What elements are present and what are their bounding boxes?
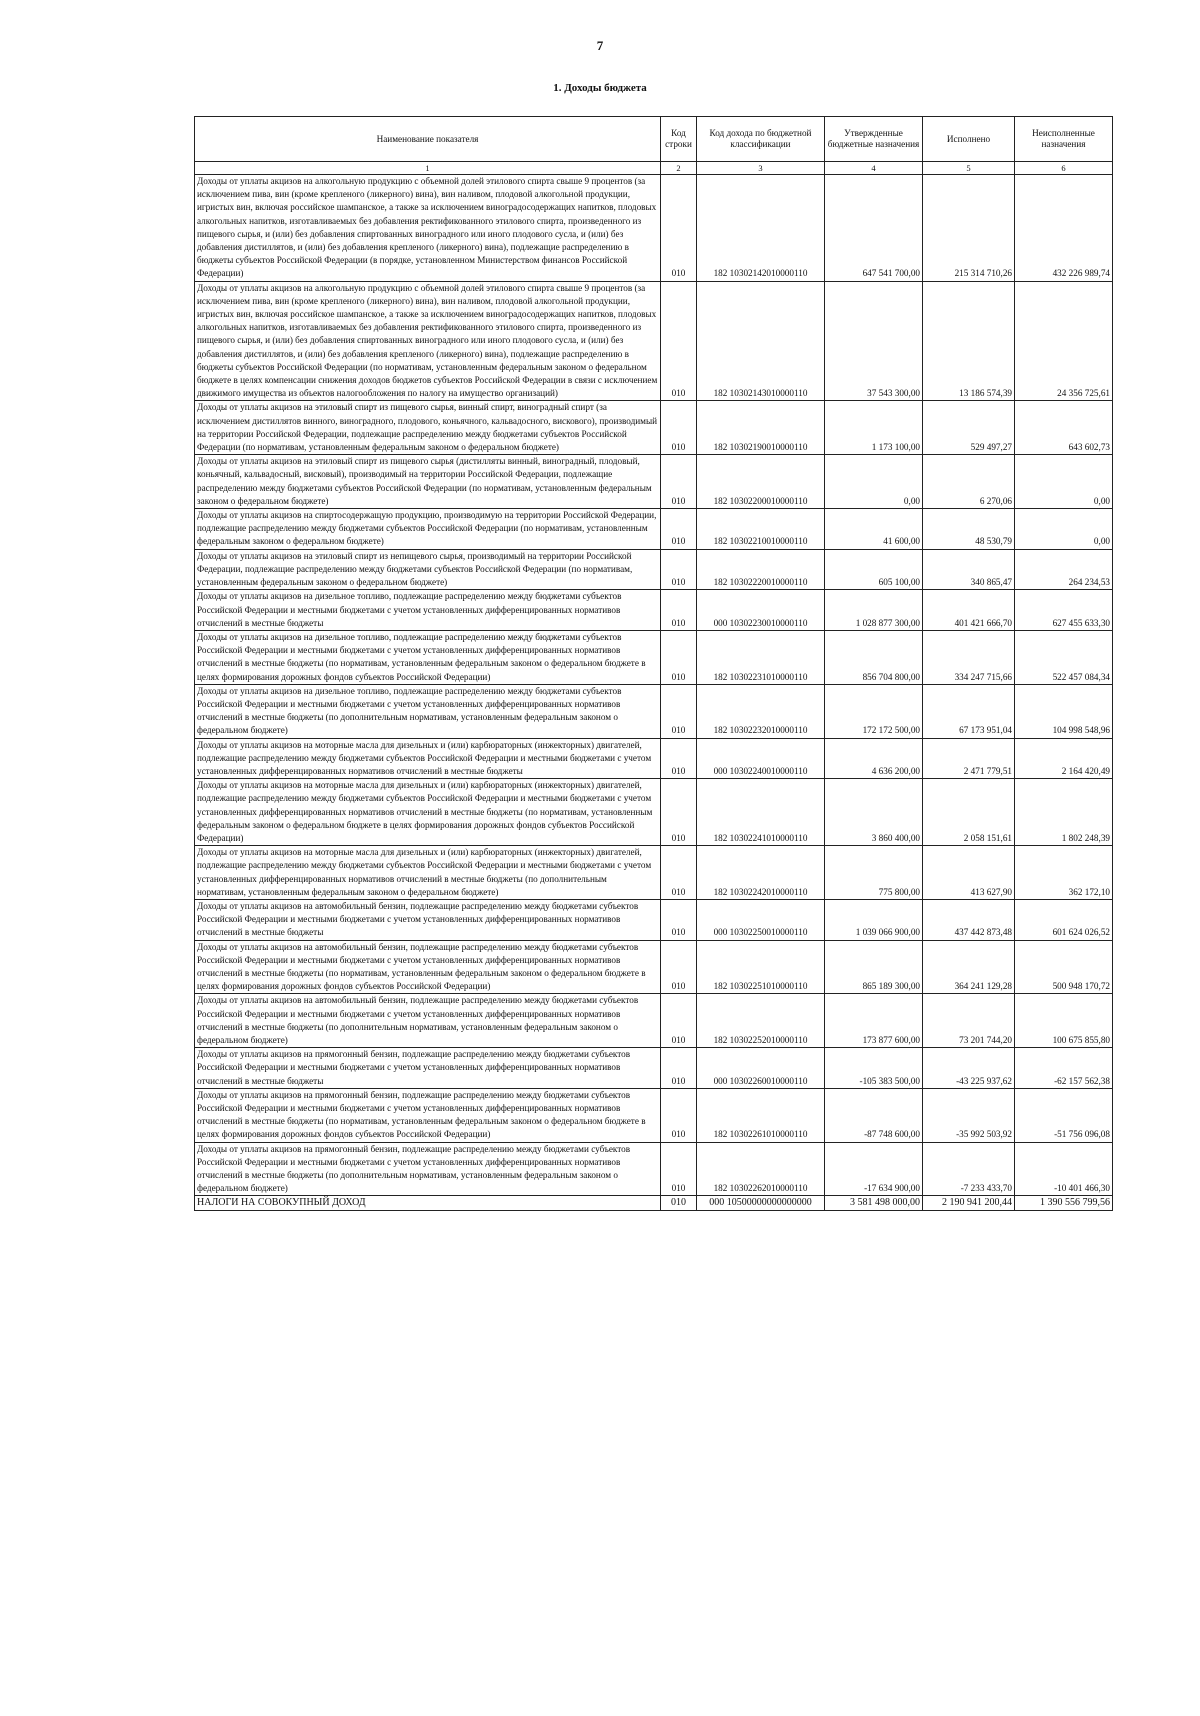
row-income-code: 000 10302230010000110 bbox=[697, 590, 825, 631]
header-approved: Утвержденные бюджетные назначения bbox=[825, 117, 923, 162]
row-name: Доходы от уплаты акцизов на прямогонный бензин, подлежащие распределению между бюджетами субъектов Российской Федерации и местными бюджетами с учетом установленных дифференцированных нормативов отчислений в местные бюджеты (по нормативам, установленным федеральным законом о федеральном бюджете в целях формирования дорожных фондов субъектов Российской Федерации) bbox=[195, 1088, 661, 1142]
row-name: Доходы от уплаты акцизов на автомобильный бензин, подлежащие распределению между бюджетами субъектов Российской Федерации и местными бюджетами с учетом установленных дифференцированных нормативов отчислений в местные бюджеты bbox=[195, 899, 661, 940]
row-approved: -87 748 600,00 bbox=[825, 1088, 923, 1142]
row-code: 010 bbox=[661, 846, 697, 900]
row-executed: 2 471 779,51 bbox=[923, 738, 1015, 779]
row-approved: 0,00 bbox=[825, 455, 923, 509]
row-income-code: 000 10302260010000110 bbox=[697, 1048, 825, 1089]
row-unexecuted: 601 624 026,52 bbox=[1015, 899, 1113, 940]
row-income-code: 182 10302241010000110 bbox=[697, 779, 825, 846]
row-unexecuted: -10 401 466,30 bbox=[1015, 1142, 1113, 1196]
table-header-row bbox=[195, 117, 1113, 162]
row-code: 010 bbox=[661, 940, 697, 994]
table-row bbox=[195, 1048, 1113, 1089]
row-income-code: 182 10302251010000110 bbox=[697, 940, 825, 994]
row-name: Доходы от уплаты акцизов на дизельное топливо, подлежащие распределению между бюджетами субъектов Российской Федерации и местными бюджетами с учетом установленных дифференцированных нормативов отчислений в местные бюджеты (по нормативам, установленным федеральным законом о федеральном бюджете в целях формирования дорожных фондов субъектов Российской Федерации) bbox=[195, 630, 661, 684]
row-executed: 401 421 666,70 bbox=[923, 590, 1015, 631]
row-approved: 1 173 100,00 bbox=[825, 401, 923, 455]
row-name: Доходы от уплаты акцизов на алкогольную продукцию с объемной долей этилового спирта свыше 9 процентов (за исключением пива, вин (кроме крепленого (ликерного) вина), вин наливом, плодовой алкогольной продукции, игристых вин, включая российское шампанское, а также за исключением виноградосодержащих напитков, плодовых алкогольных напитков, изготавливаемых без добавления ректификованного этилового спирта, произведенного из пищевого сырья, и (или) без добавления спиртованных виноградного или иного плодового сусла, и (или) без добавления дистиллятов, и (или) без добавления крепленого (ликерного) вина), подлежащие распределению в бюджеты субъектов Российской Федерации (по нормативам, установленным федеральным законом о федеральном бюджете в целях компенсации снижения доходов бюджетов субъектов Российской Федерации в связи с исключением движимого имущества из объектов налогообложения по налогу на имущество организаций) bbox=[195, 281, 661, 401]
row-approved: 865 189 300,00 bbox=[825, 940, 923, 994]
row-unexecuted: 432 226 989,74 bbox=[1015, 175, 1113, 282]
row-code: 010 bbox=[661, 549, 697, 590]
row-name: Доходы от уплаты акцизов на этиловый спирт из пищевого сырья (дистилляты винный, виноградный, плодовый, коньячный, кальвадосный, висковый), производимый на территории Российской Федерации, подлежащие распределению между бюджетами субъектов Российской Федерации (по нормативам, установленным федеральным законом о федеральном бюджете) bbox=[195, 455, 661, 509]
table-row bbox=[195, 1142, 1113, 1196]
row-code: 010 bbox=[661, 630, 697, 684]
header-income-code: Код дохода по бюджетной классификации bbox=[697, 117, 825, 162]
row-approved: -105 383 500,00 bbox=[825, 1048, 923, 1089]
row-income-code: 000 10302250010000110 bbox=[697, 899, 825, 940]
header-name: Наименование показателя bbox=[195, 117, 661, 162]
column-number: 6 bbox=[1015, 162, 1113, 175]
row-income-code: 182 10302231010000110 bbox=[697, 630, 825, 684]
row-approved: 1 028 877 300,00 bbox=[825, 590, 923, 631]
row-name: Доходы от уплаты акцизов на автомобильный бензин, подлежащие распределению между бюджетами субъектов Российской Федерации и местными бюджетами с учетом установленных дифференцированных нормативов отчислений в местные бюджеты (по нормативам, установленным федеральным законом о федеральном бюджете в целях формирования дорожных фондов субъектов Российской Федерации) bbox=[195, 940, 661, 994]
table-row bbox=[195, 401, 1113, 455]
row-unexecuted: -62 157 562,38 bbox=[1015, 1048, 1113, 1089]
row-approved: 172 172 500,00 bbox=[825, 684, 923, 738]
table-row bbox=[195, 630, 1113, 684]
row-name: Доходы от уплаты акцизов на этиловый спирт из непищевого сырья, производимый на территории Российской Федерации, подлежащие распределению между бюджетами субъектов Российской Федерации (по нормативам, установленным федеральным законом о федеральном бюджете) bbox=[195, 549, 661, 590]
row-code: 010 bbox=[661, 401, 697, 455]
row-name: Доходы от уплаты акцизов на этиловый спирт из пищевого сырья, винный спирт, виноградный спирт (за исключением дистиллятов винного, виноградного, плодового, коньячного, кальвадосного, вискового), производимый на территории Российской Федерации, подлежащие распределению между бюджетами субъектов Российской Федерации (по нормативам, установленным федеральным законом о федеральном бюджете) bbox=[195, 401, 661, 455]
section-title: 1. Доходы бюджета bbox=[553, 82, 647, 94]
row-unexecuted: -51 756 096,08 bbox=[1015, 1088, 1113, 1142]
row-name: Доходы от уплаты акцизов на дизельное топливо, подлежащие распределению между бюджетами субъектов Российской Федерации и местными бюджетами с учетом установленных дифференцированных нормативов отчислений в местные бюджеты bbox=[195, 590, 661, 631]
row-income-code: 182 10302143010000110 bbox=[697, 281, 825, 401]
row-code: 010 bbox=[661, 738, 697, 779]
column-number: 5 bbox=[923, 162, 1015, 175]
row-code: 010 bbox=[661, 779, 697, 846]
row-name: Доходы от уплаты акцизов на автомобильный бензин, подлежащие распределению между бюджетами субъектов Российской Федерации и местными бюджетами с учетом установленных дифференцированных нормативов отчислений в местные бюджеты (по дополнительным нормативам, установленным федеральным законом о федеральном бюджете) bbox=[195, 994, 661, 1048]
row-unexecuted: 0,00 bbox=[1015, 455, 1113, 509]
row-unexecuted: 264 234,53 bbox=[1015, 549, 1113, 590]
row-code: 010 bbox=[661, 684, 697, 738]
row-code: 010 bbox=[661, 1048, 697, 1089]
row-executed: 6 270,06 bbox=[923, 455, 1015, 509]
row-income-code: 182 10302200010000110 bbox=[697, 455, 825, 509]
table-row bbox=[195, 549, 1113, 590]
row-income-code: 000 10302240010000110 bbox=[697, 738, 825, 779]
row-income-code: 182 10302220010000110 bbox=[697, 549, 825, 590]
table-row bbox=[195, 175, 1113, 282]
row-unexecuted: 2 164 420,49 bbox=[1015, 738, 1113, 779]
row-code: 010 bbox=[661, 281, 697, 401]
row-approved: 605 100,00 bbox=[825, 549, 923, 590]
row-name: Доходы от уплаты акцизов на моторные масла для дизельных и (или) карбюраторных (инжекторных) двигателей, подлежащие распределению между бюджетами субъектов Российской Федерации и местными бюджетами с учетом установленных дифференцированных нормативов отчислений в местные бюджеты (по дополнительным нормативам, установленным федеральным законом о федеральном бюджете) bbox=[195, 846, 661, 900]
row-income-code: 182 10302190010000110 bbox=[697, 401, 825, 455]
table-row bbox=[195, 1088, 1113, 1142]
row-code: 010 bbox=[661, 509, 697, 550]
row-code: 010 bbox=[661, 1142, 697, 1196]
row-code: 010 bbox=[661, 899, 697, 940]
table-row bbox=[195, 455, 1113, 509]
row-executed: 13 186 574,39 bbox=[923, 281, 1015, 401]
table-row bbox=[195, 994, 1113, 1048]
row-unexecuted: 500 948 170,72 bbox=[1015, 940, 1113, 994]
column-number: 4 bbox=[825, 162, 923, 175]
row-approved: 4 636 200,00 bbox=[825, 738, 923, 779]
row-executed: 48 530,79 bbox=[923, 509, 1015, 550]
row-executed: 413 627,90 bbox=[923, 846, 1015, 900]
column-number: 2 bbox=[661, 162, 697, 175]
row-approved: 3 860 400,00 bbox=[825, 779, 923, 846]
row-approved: -17 634 900,00 bbox=[825, 1142, 923, 1196]
row-name: Доходы от уплаты акцизов на спиртосодержащую продукцию, производимую на территории Российской Федерации, подлежащие распределению между бюджетами субъектов Российской Федерации (по нормативам, установленным федеральным законом о федеральном бюджете) bbox=[195, 509, 661, 550]
row-unexecuted: 1 802 248,39 bbox=[1015, 779, 1113, 846]
total-row-approved: 3 581 498 000,00 bbox=[825, 1196, 923, 1210]
row-executed: 215 314 710,26 bbox=[923, 175, 1015, 282]
row-executed: 73 201 744,20 bbox=[923, 994, 1015, 1048]
column-number: 3 bbox=[697, 162, 825, 175]
row-executed: 2 058 151,61 bbox=[923, 779, 1015, 846]
table-row bbox=[195, 846, 1113, 900]
row-approved: 775 800,00 bbox=[825, 846, 923, 900]
row-name: Доходы от уплаты акцизов на моторные масла для дизельных и (или) карбюраторных (инжекторных) двигателей, подлежащие распределению между бюджетами субъектов Российской Федерации и местными бюджетами с учетом установленных дифференцированных нормативов отчислений в местные бюджеты (по нормативам, установленным федеральным законом о федеральном бюджете в целях формирования дорожных фондов субъектов Российской Федерации) bbox=[195, 779, 661, 846]
row-executed: 364 241 129,28 bbox=[923, 940, 1015, 994]
row-income-code: 182 10302232010000110 bbox=[697, 684, 825, 738]
row-executed: 529 497,27 bbox=[923, 401, 1015, 455]
page-number: 7 bbox=[596, 38, 604, 53]
row-executed: -43 225 937,62 bbox=[923, 1048, 1015, 1089]
row-approved: 1 039 066 900,00 bbox=[825, 899, 923, 940]
row-income-code: 182 10302252010000110 bbox=[697, 994, 825, 1048]
header-unexecuted: Неисполненные назначения bbox=[1015, 117, 1113, 162]
row-code: 010 bbox=[661, 455, 697, 509]
row-unexecuted: 522 457 084,34 bbox=[1015, 630, 1113, 684]
row-code: 010 bbox=[661, 590, 697, 631]
table-row bbox=[195, 590, 1113, 631]
total-row-unexecuted: 1 390 556 799,56 bbox=[1015, 1196, 1113, 1210]
row-executed: 67 173 951,04 bbox=[923, 684, 1015, 738]
table-row bbox=[195, 509, 1113, 550]
row-executed: 437 442 873,48 bbox=[923, 899, 1015, 940]
total-row bbox=[195, 1196, 1113, 1210]
table-row bbox=[195, 281, 1113, 401]
row-name: Доходы от уплаты акцизов на алкогольную продукцию с объемной долей этилового спирта свыше 9 процентов (за исключением пива, вин (кроме крепленого (ликерного) вина), вин наливом, плодовой алкогольной продукции, игристых вин, включая российское шампанское, а также за исключением виноградосодержащих напитков, плодовых алкогольных напитков, изготавливаемых без добавления ректификованного этилового спирта, произведенного из пищевого сырья, и (или) без добавления спиртованных виноградного или иного плодового сусла, и (или) без добавления дистиллятов, и (или) без добавления крепленого (ликерного) вина), подлежащие распределению в бюджеты субъектов Российской Федерации (в порядке, установленном Министерством финансов Российской Федерации) bbox=[195, 175, 661, 282]
row-approved: 37 543 300,00 bbox=[825, 281, 923, 401]
header-executed: Исполнено bbox=[923, 117, 1015, 162]
row-executed: -7 233 433,70 bbox=[923, 1142, 1015, 1196]
row-name: Доходы от уплаты акцизов на прямогонный бензин, подлежащие распределению между бюджетами субъектов Российской Федерации и местными бюджетами с учетом установленных дифференцированных нормативов отчислений в местные бюджеты bbox=[195, 1048, 661, 1089]
row-unexecuted: 362 172,10 bbox=[1015, 846, 1113, 900]
row-unexecuted: 24 356 725,61 bbox=[1015, 281, 1113, 401]
row-income-code: 182 10302262010000110 bbox=[697, 1142, 825, 1196]
row-approved: 647 541 700,00 bbox=[825, 175, 923, 282]
row-income-code: 182 10302261010000110 bbox=[697, 1088, 825, 1142]
row-name: Доходы от уплаты акцизов на моторные масла для дизельных и (или) карбюраторных (инжекторных) двигателей, подлежащие распределению между бюджетами субъектов Российской Федерации и местными бюджетами с учетом установленных дифференцированных нормативов отчислений в местные бюджеты bbox=[195, 738, 661, 779]
total-row-executed: 2 190 941 200,44 bbox=[923, 1196, 1015, 1210]
row-code: 010 bbox=[661, 1088, 697, 1142]
row-income-code: 182 10302210010000110 bbox=[697, 509, 825, 550]
total-row-code: 010 bbox=[661, 1196, 697, 1210]
row-unexecuted: 0,00 bbox=[1015, 509, 1113, 550]
total-row-income-code: 000 10500000000000000 bbox=[697, 1196, 825, 1210]
row-approved: 173 877 600,00 bbox=[825, 994, 923, 1048]
row-name: Доходы от уплаты акцизов на прямогонный бензин, подлежащие распределению между бюджетами субъектов Российской Федерации и местными бюджетами с учетом установленных дифференцированных нормативов отчислений в местные бюджеты (по дополнительным нормативам, установленным федеральным законом о федеральном бюджете) bbox=[195, 1142, 661, 1196]
row-income-code: 182 10302242010000110 bbox=[697, 846, 825, 900]
row-executed: -35 992 503,92 bbox=[923, 1088, 1015, 1142]
table-row bbox=[195, 684, 1113, 738]
table-row bbox=[195, 899, 1113, 940]
row-unexecuted: 643 602,73 bbox=[1015, 401, 1113, 455]
income-table bbox=[194, 116, 1113, 1211]
row-income-code: 182 10302142010000110 bbox=[697, 175, 825, 282]
row-executed: 334 247 715,66 bbox=[923, 630, 1015, 684]
row-code: 010 bbox=[661, 994, 697, 1048]
row-approved: 856 704 800,00 bbox=[825, 630, 923, 684]
row-approved: 41 600,00 bbox=[825, 509, 923, 550]
table-row bbox=[195, 940, 1113, 994]
table-row bbox=[195, 779, 1113, 846]
row-unexecuted: 627 455 633,30 bbox=[1015, 590, 1113, 631]
row-name: Доходы от уплаты акцизов на дизельное топливо, подлежащие распределению между бюджетами субъектов Российской Федерации и местными бюджетами с учетом установленных дифференцированных нормативов отчислений в местные бюджеты (по дополнительным нормативам, установленным федеральным законом о федеральном бюджете) bbox=[195, 684, 661, 738]
total-row-name: НАЛОГИ НА СОВОКУПНЫЙ ДОХОД bbox=[195, 1196, 661, 1210]
header-row-code: Код строки bbox=[661, 117, 697, 162]
table-row bbox=[195, 738, 1113, 779]
column-numbers-row bbox=[195, 162, 1113, 175]
row-executed: 340 865,47 bbox=[923, 549, 1015, 590]
row-unexecuted: 100 675 855,80 bbox=[1015, 994, 1113, 1048]
column-number: 1 bbox=[195, 162, 661, 175]
row-code: 010 bbox=[661, 175, 697, 282]
row-unexecuted: 104 998 548,96 bbox=[1015, 684, 1113, 738]
